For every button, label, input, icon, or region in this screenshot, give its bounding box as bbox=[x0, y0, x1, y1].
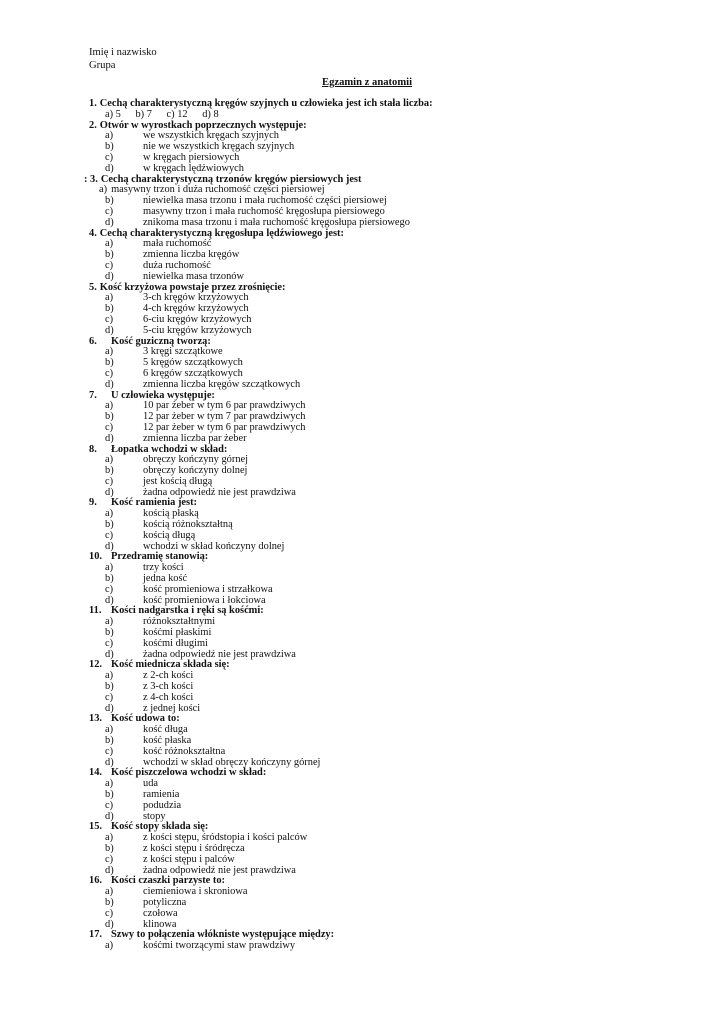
group-label: Grupa bbox=[89, 60, 116, 71]
question-10: 10. Przedramię stanowią: bbox=[89, 551, 209, 563]
answer-option[interactable]: d) wchodzi w skład kończyny dolnej bbox=[105, 540, 285, 552]
question-2: 2. Otwór w wyrostkach poprzecznych występuje: bbox=[89, 119, 307, 131]
question-6: 6. Kość guziczną tworzą: bbox=[89, 335, 211, 347]
answer-option[interactable]: b) zmienna liczba kręgów bbox=[105, 249, 240, 261]
answer-option[interactable]: d) 5-ciu kręgów krzyżowych bbox=[105, 324, 252, 336]
answer-option[interactable]: b) z 3-ch kości bbox=[105, 681, 194, 693]
student-header bbox=[89, 46, 157, 72]
answer-option[interactable]: a) kość długa bbox=[105, 724, 188, 736]
answer-option[interactable]: d) zmienna liczba par żeber bbox=[105, 432, 247, 444]
answer-option[interactable]: a) uda bbox=[105, 778, 159, 790]
name-label: Imię i nazwisko bbox=[89, 47, 157, 58]
answer-option[interactable]: d) w kręgach lędźwiowych bbox=[105, 162, 244, 174]
answer-option[interactable]: b) 7 bbox=[135, 108, 152, 120]
exam-title: Egzamin z anatomii bbox=[322, 77, 413, 88]
answer-option[interactable]: b) potyliczna bbox=[105, 896, 187, 908]
question-17: 17. Szwy to połączenia włókniste występujące między: bbox=[89, 929, 335, 941]
answer-option[interactable]: d) wchodzi w skład obręczy kończyny górnej bbox=[105, 756, 321, 768]
answer-option[interactable]: b) kość płaska bbox=[105, 735, 192, 747]
answer-option[interactable]: a) 3-ch kręgów krzyżowych bbox=[105, 292, 249, 304]
answer-option[interactable]: b) 4-ch kręgów krzyżowych bbox=[105, 303, 249, 315]
answer-option[interactable]: d) znikoma masa trzonu i mała ruchomość kręgosłupa piersiowego bbox=[105, 216, 410, 228]
answer-option[interactable]: a) masywny trzon i duża ruchomość części piersiowej bbox=[99, 184, 325, 196]
answer-option[interactable]: c) z 4-ch kości bbox=[105, 691, 194, 703]
answer-option[interactable]: a) z kości stępu, śródstopia i kości palców bbox=[105, 832, 308, 844]
question-16: 16. Kości czaszki parzyste to: bbox=[89, 875, 225, 887]
answer-option[interactable]: a) 3 kręgi szczątkowe bbox=[105, 346, 223, 358]
answer-option[interactable]: d) z jednej kości bbox=[105, 702, 201, 714]
answer-option[interactable]: b) jedna kość bbox=[105, 573, 188, 585]
answer-option[interactable]: b) kośćmi płaskimi bbox=[105, 627, 212, 639]
answer-option[interactable]: c) 12 bbox=[166, 108, 188, 120]
question-7: 7. U człowieka występuje: bbox=[89, 389, 215, 401]
answer-option[interactable]: c) duża ruchomość bbox=[105, 259, 211, 271]
answer-option[interactable]: b) nie we wszystkich kręgach szyjnych bbox=[105, 141, 295, 153]
answer-option[interactable]: a) trzy kości bbox=[105, 562, 184, 574]
answer-option[interactable]: b) niewielka masa trzonu i mała ruchomość części piersiowej bbox=[105, 195, 387, 207]
question-3: : 3. Cechą charakterystyczną trzonów kręgów piersiowych jest bbox=[84, 173, 362, 185]
question-13: 13. Kość udowa to: bbox=[89, 713, 180, 725]
question-list bbox=[84, 98, 709, 952]
answer-option[interactable]: b) 12 par żeber w tym 7 par prawdziwych bbox=[105, 411, 306, 423]
question-11: 11. Kości nadgarstka i ręki są kośćmi: bbox=[89, 605, 264, 617]
answer-option[interactable]: a) we wszystkich kręgach szyjnych bbox=[105, 130, 279, 142]
answer-option[interactable]: d) 8 bbox=[202, 108, 219, 120]
answer-option[interactable]: d) zmienna liczba kręgów szczątkowych bbox=[105, 378, 301, 390]
answer-option[interactable]: b) obręczy kończyny dolnej bbox=[105, 465, 248, 477]
answer-option[interactable]: a) obręczy kończyny górnej bbox=[105, 454, 249, 466]
question-4: 4. Cechą charakterystyczną kręgosłupa lędźwiowego jest: bbox=[89, 227, 344, 239]
answer-option[interactable]: d) żadna odpowiedź nie jest prawdziwa bbox=[105, 486, 296, 498]
question-5: 5. Kość krzyżowa powstaje przez zrośnięcie: bbox=[89, 281, 286, 293]
answer-option[interactable]: c) czołowa bbox=[105, 907, 178, 919]
question-12: 12. Kość miednicza składa się: bbox=[89, 659, 230, 671]
answer-option[interactable]: c) jest kością długą bbox=[105, 475, 213, 487]
answer-option[interactable]: d) kość promieniowa i łokciowa bbox=[105, 594, 266, 606]
answer-option[interactable]: d) stopy bbox=[105, 810, 166, 822]
answer-option[interactable]: c) masywny trzon i mała ruchomość kręgosłupa piersiowego bbox=[105, 205, 385, 217]
question-15: 15. Kość stopy składa się: bbox=[89, 821, 209, 833]
answer-option[interactable]: a) kością płaską bbox=[105, 508, 199, 520]
answer-option[interactable]: c) podudzia bbox=[105, 799, 182, 811]
answer-option[interactable]: a) ciemieniowa i skroniowa bbox=[105, 886, 248, 898]
question-14: 14. Kość piszczelowa wchodzi w skład: bbox=[89, 767, 267, 779]
answer-option[interactable]: c) kością długą bbox=[105, 529, 196, 541]
question-1: 1. Cechą charakterystyczną kręgów szyjnych u człowieka jest ich stała liczba: bbox=[89, 98, 433, 109]
answer-option[interactable]: a) 5 bbox=[105, 108, 121, 120]
answer-option[interactable]: c) 6-ciu kręgów krzyżowych bbox=[105, 313, 252, 325]
answer-option[interactable]: c) kośćmi długimi bbox=[105, 637, 208, 649]
answer-option[interactable]: d) żadna odpowiedź nie jest prawdziwa bbox=[105, 648, 296, 660]
answer-option[interactable]: a) kośćmi tworzącymi staw prawdziwy bbox=[105, 940, 296, 952]
answer-option[interactable]: c) 6 kręgów szczątkowych bbox=[105, 367, 243, 379]
question-8: 8. Łopatka wchodzi w skład: bbox=[89, 443, 228, 455]
question-9: 9. Kość ramienia jest: bbox=[89, 497, 197, 509]
answer-option[interactable]: c) 12 par żeber w tym 6 par prawdziwych bbox=[105, 421, 306, 433]
answer-option[interactable]: d) klinowa bbox=[105, 918, 177, 930]
answer-option[interactable]: b) ramienia bbox=[105, 789, 180, 800]
answer-option[interactable]: b) z kości stępu i śródręcza bbox=[105, 842, 245, 854]
answer-option[interactable]: d) niewielka masa trzonów bbox=[105, 270, 244, 282]
answer-option[interactable]: a) mała ruchomość bbox=[105, 238, 212, 250]
answer-option[interactable]: c) w kręgach piersiowych bbox=[105, 151, 240, 163]
answer-option[interactable]: c) z kości stępu i palców bbox=[105, 853, 235, 865]
answer-option[interactable]: c) kość różnokształtna bbox=[105, 745, 226, 757]
answer-option[interactable]: c) kość promieniowa i strzałkowa bbox=[105, 583, 273, 595]
answer-option[interactable]: b) kością różnokształtną bbox=[105, 519, 233, 531]
answer-option[interactable]: d) żadna odpowiedź nie jest prawdziwa bbox=[105, 864, 296, 876]
answer-option[interactable]: a) 10 par żeber w tym 6 par prawdziwych bbox=[105, 400, 306, 412]
answer-option[interactable]: b) 5 kręgów szczątkowych bbox=[105, 357, 243, 369]
answer-option[interactable]: a) różnokształtnymi bbox=[105, 616, 216, 628]
answer-option[interactable]: a) z 2-ch kości bbox=[105, 670, 194, 682]
